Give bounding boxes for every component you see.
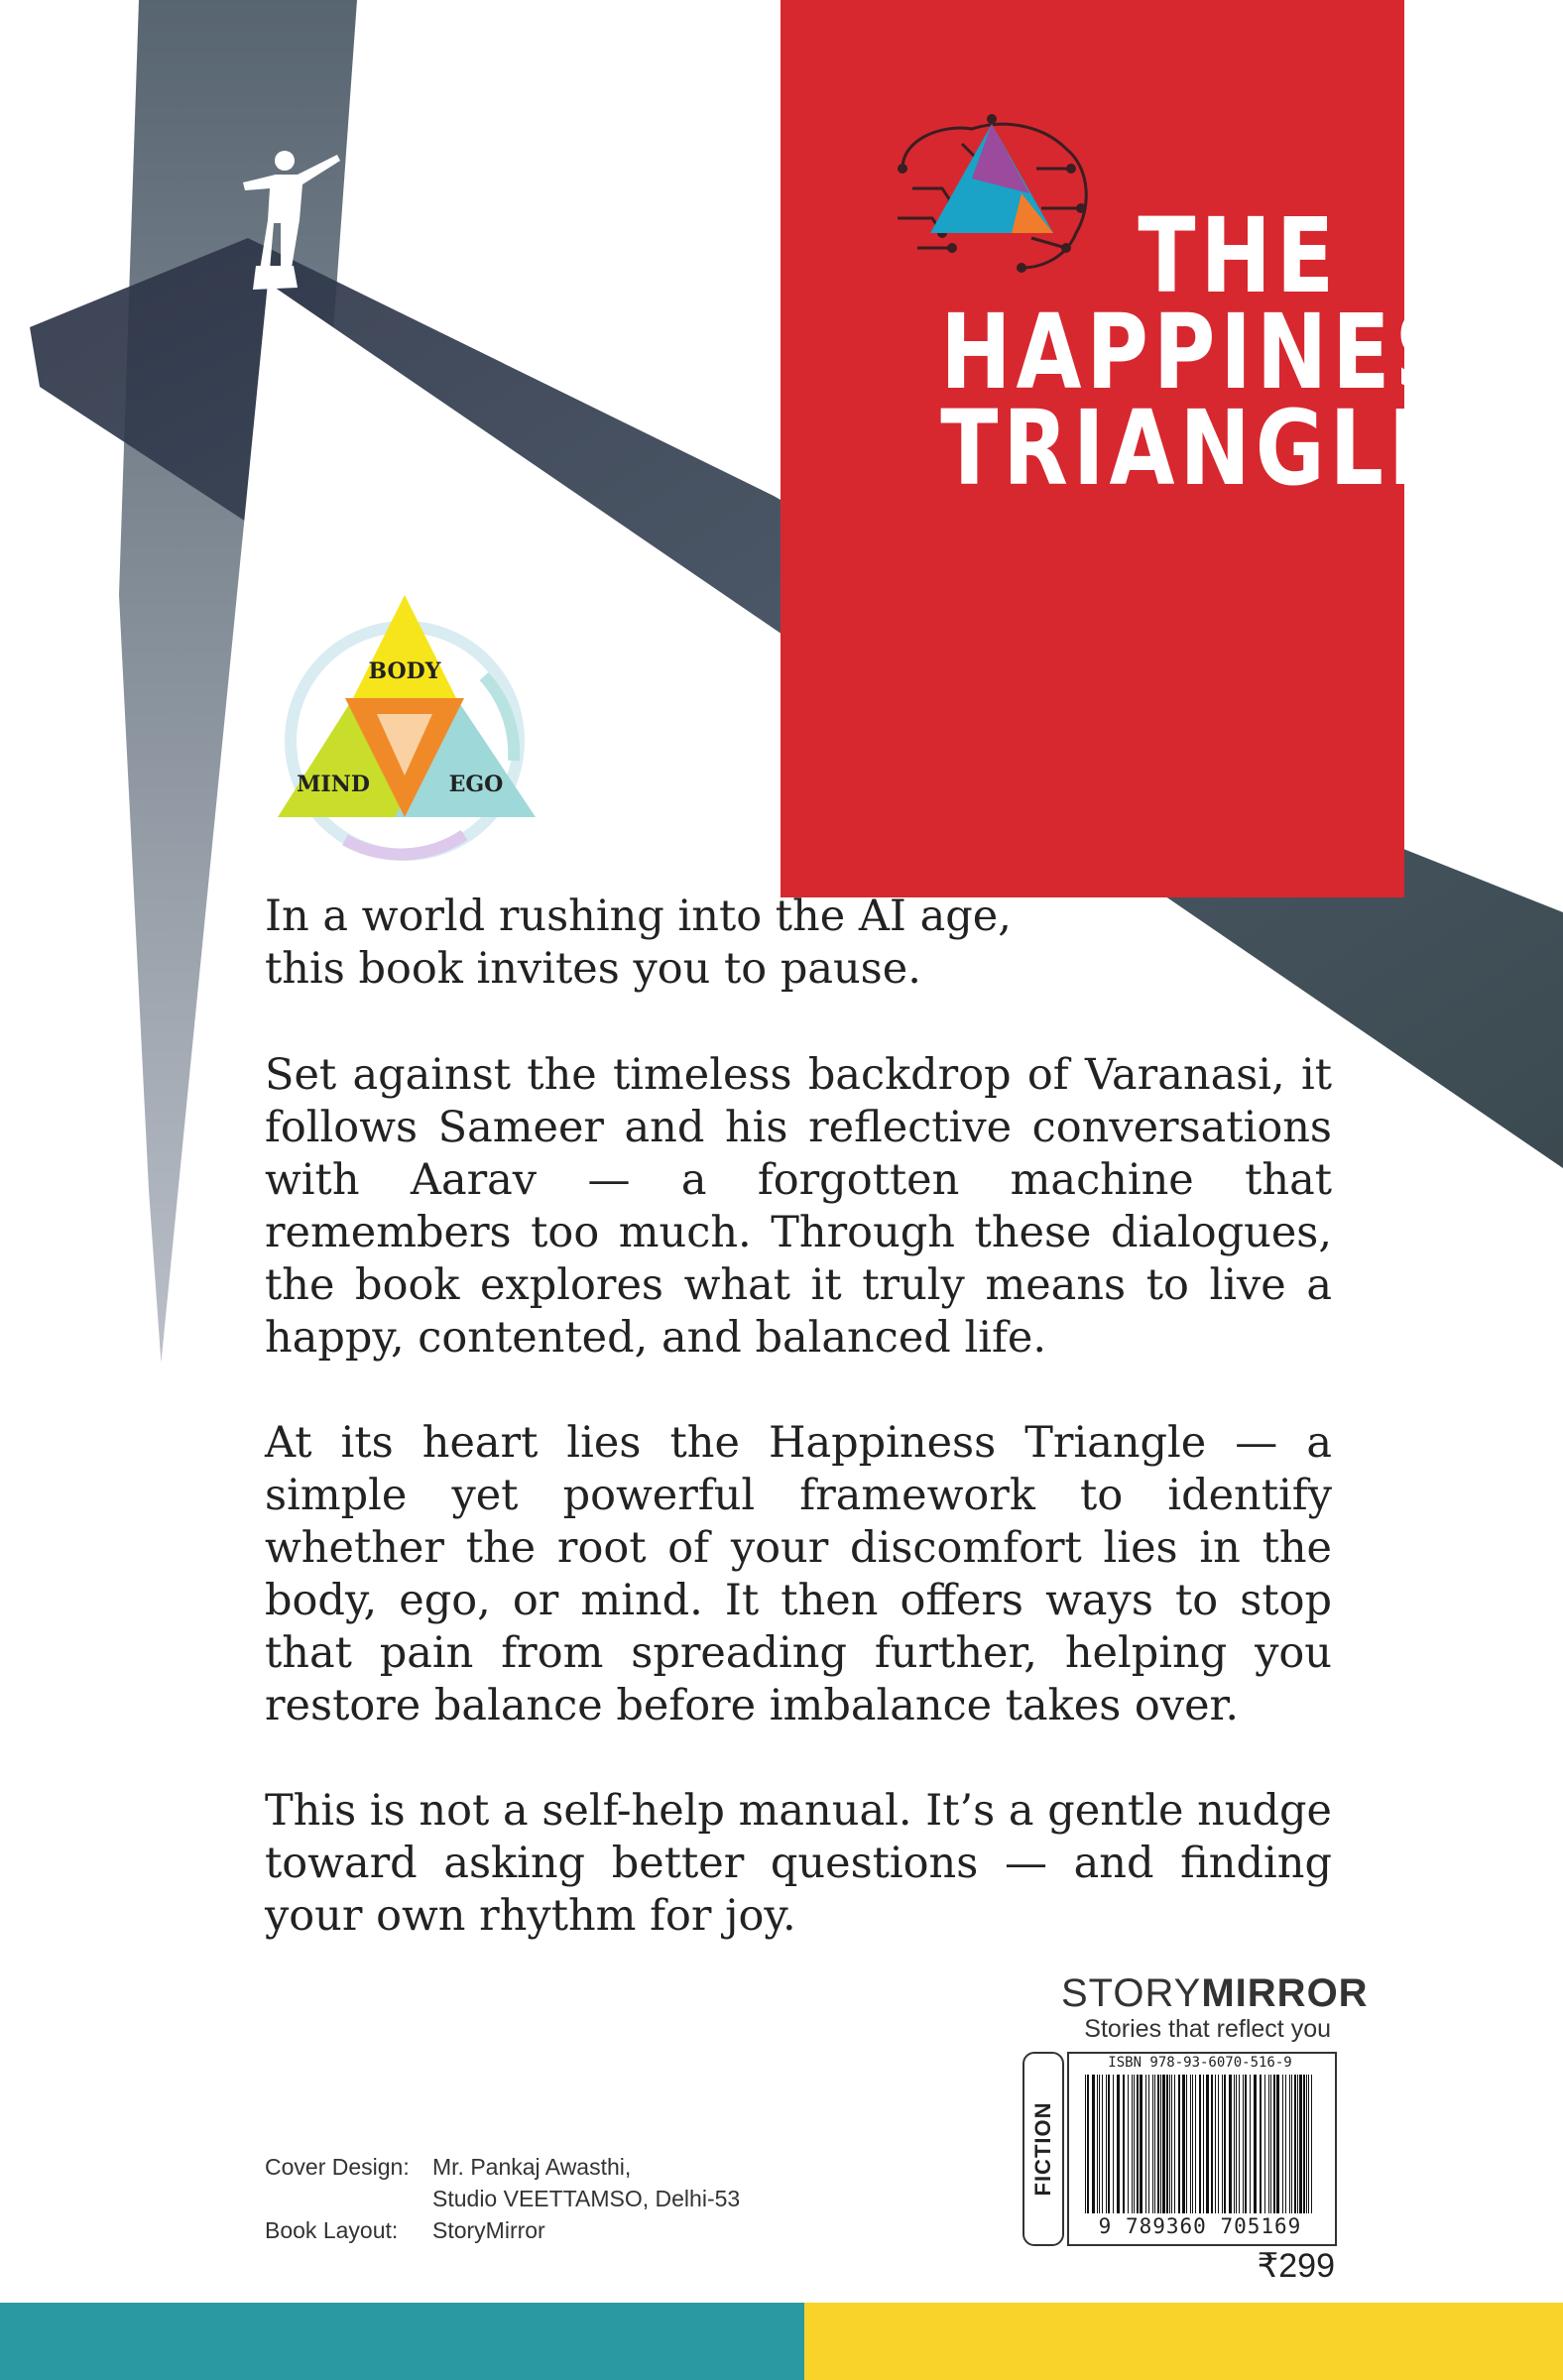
publisher-tagline: Stories that reflect you (1084, 2015, 1331, 2043)
blurb-paragraph-4: This is not a self-help manual. It’s a gentle nudge toward asking better questions — and finding your own rhythm for joy. (265, 1786, 1332, 1941)
book-layout-value: StoryMirror (432, 2217, 545, 2243)
ego-label: EGO (448, 772, 504, 797)
mind-label: MIND (297, 772, 370, 797)
barcode-bar (1140, 2075, 1142, 2213)
barcode-bar (1134, 2075, 1135, 2213)
barcode-bar (1192, 2075, 1193, 2213)
barcode-bar (1215, 2075, 1216, 2213)
barcode-bar (1239, 2075, 1240, 2213)
genre-label: FICTION (1030, 2101, 1055, 2197)
body-label: BODY (368, 658, 441, 684)
barcode-bar (1306, 2075, 1307, 2213)
barcode-bar (1206, 2075, 1209, 2213)
barcode-bar (1270, 2075, 1271, 2213)
barcode-bar (1254, 2075, 1257, 2213)
barcode-bar (1182, 2075, 1185, 2213)
barcode-bar (1308, 2075, 1309, 2213)
barcode-bar (1291, 2075, 1292, 2213)
barcode-bar (1097, 2075, 1098, 2213)
cover-design-label: Cover Design: (265, 2154, 410, 2180)
title-line-2: HAPPINESS (940, 292, 1523, 413)
title-line-3: TRIANGLE (940, 388, 1452, 509)
barcode-bar (1250, 2075, 1251, 2213)
barcode-bar (1117, 2075, 1120, 2213)
genre-tag (1022, 2052, 1064, 2246)
barcode-bar (1299, 2075, 1302, 2213)
blurb-intro-line-1: In a world rushing into the AI age, (265, 892, 1012, 941)
barcode-bar (1145, 2075, 1146, 2213)
barcode-bar (1211, 2075, 1213, 2213)
barcode-bar (1199, 2075, 1201, 2213)
barcode-bar (1276, 2075, 1279, 2213)
barcode-bar (1148, 2075, 1149, 2213)
barcode-bar (1260, 2075, 1262, 2213)
blurb-intro-line-2: this book invites you to pause. (265, 944, 921, 994)
barcode-bar (1160, 2075, 1161, 2213)
barcode-bar (1137, 2075, 1139, 2213)
barcode-bar (1166, 2075, 1168, 2213)
barcode-bar (1218, 2075, 1219, 2213)
book-layout-label: Book Layout: (265, 2217, 399, 2243)
barcode-bar (1085, 2075, 1086, 2213)
barcode-bar (1171, 2075, 1172, 2213)
barcode-bar (1157, 2075, 1159, 2213)
bottom-band-teal (0, 2303, 804, 2380)
blurb-intro (265, 891, 1332, 996)
barcode-bar (1102, 2075, 1103, 2213)
book-title (940, 195, 1523, 509)
barcode-bar (1169, 2075, 1170, 2213)
barcode-bar (1297, 2075, 1298, 2213)
barcode-bar (1132, 2075, 1133, 2213)
bottom-band-yellow (804, 2303, 1563, 2380)
barcode-bar (1273, 2075, 1275, 2213)
publisher-logo-light: STORY (1061, 1971, 1202, 2015)
barcode-bar (1113, 2075, 1114, 2213)
barcode-bar (1178, 2075, 1180, 2213)
barcode-bar (1243, 2075, 1244, 2213)
barcode-bar (1303, 2075, 1305, 2213)
barcode-bar (1285, 2075, 1286, 2213)
happiness-triangle-diagram (266, 587, 543, 870)
barcode-bar (1224, 2075, 1226, 2213)
barcode-bar (1236, 2075, 1237, 2213)
barcode-bar (1234, 2075, 1235, 2213)
barcode-bar (1222, 2075, 1223, 2213)
publisher-logo-bold: MIRROR (1201, 1971, 1369, 2015)
blurb-paragraph-3: At its heart lies the Happiness Triangle — a simple yet powerful framework to identify whether the root of your discomfort lies in the body, ego, or mind. It then offers ways to stop that pain from spreading further, helping you restore balance before imbalance takes over. (265, 1418, 1332, 1730)
cover-design-studio: Studio VEETTAMSO, Delhi-53 (432, 2186, 741, 2211)
blurb-paragraph-2: Set against the timeless backdrop of Varanasi, it follows Sameer and his reflective conversations with Aarav — a forgotten machine that remembers too much. Through these dialogues, the book explores what it truly means to live a happy, contented, and balanced life. (265, 1050, 1332, 1363)
barcode-bar (1203, 2075, 1204, 2213)
barcode-bar (1128, 2075, 1129, 2213)
barcode-bar (1282, 2075, 1283, 2213)
barcode-bar (1186, 2075, 1187, 2213)
barcode-bar (1195, 2075, 1196, 2213)
price: ₹299 (1257, 2247, 1335, 2285)
barcode-bar (1294, 2075, 1296, 2213)
title-line-1: THE (1138, 195, 1339, 316)
barcode-bar (1268, 2075, 1269, 2213)
barcode-bar (1190, 2075, 1191, 2213)
barcode-bar (1154, 2075, 1155, 2213)
barcode-bar (1087, 2075, 1089, 2213)
barcode-bar (1092, 2075, 1095, 2213)
barcode-bar (1289, 2075, 1290, 2213)
isbn-text: ISBN 978-93-6070-516-9 (1108, 2055, 1292, 2071)
barcode-bar (1099, 2075, 1100, 2213)
cover-design-name: Mr. Pankaj Awasthi, (432, 2154, 632, 2180)
barcode-bar (1106, 2075, 1107, 2213)
barcode-bar (1229, 2075, 1232, 2213)
barcode-bar (1152, 2075, 1153, 2213)
barcode-number: 9 789360 705169 (1098, 2214, 1302, 2238)
publisher-logo (1061, 1971, 1369, 2016)
barcode-bar (1123, 2075, 1125, 2213)
barcode-bar (1264, 2075, 1265, 2213)
barcode-bar (1162, 2075, 1165, 2213)
barcode-bar (1108, 2075, 1110, 2213)
barcode-bar (1311, 2075, 1312, 2213)
barcode-bar (1245, 2075, 1247, 2213)
barcode-bar (1174, 2075, 1175, 2213)
barcode-bars (1083, 2075, 1317, 2213)
